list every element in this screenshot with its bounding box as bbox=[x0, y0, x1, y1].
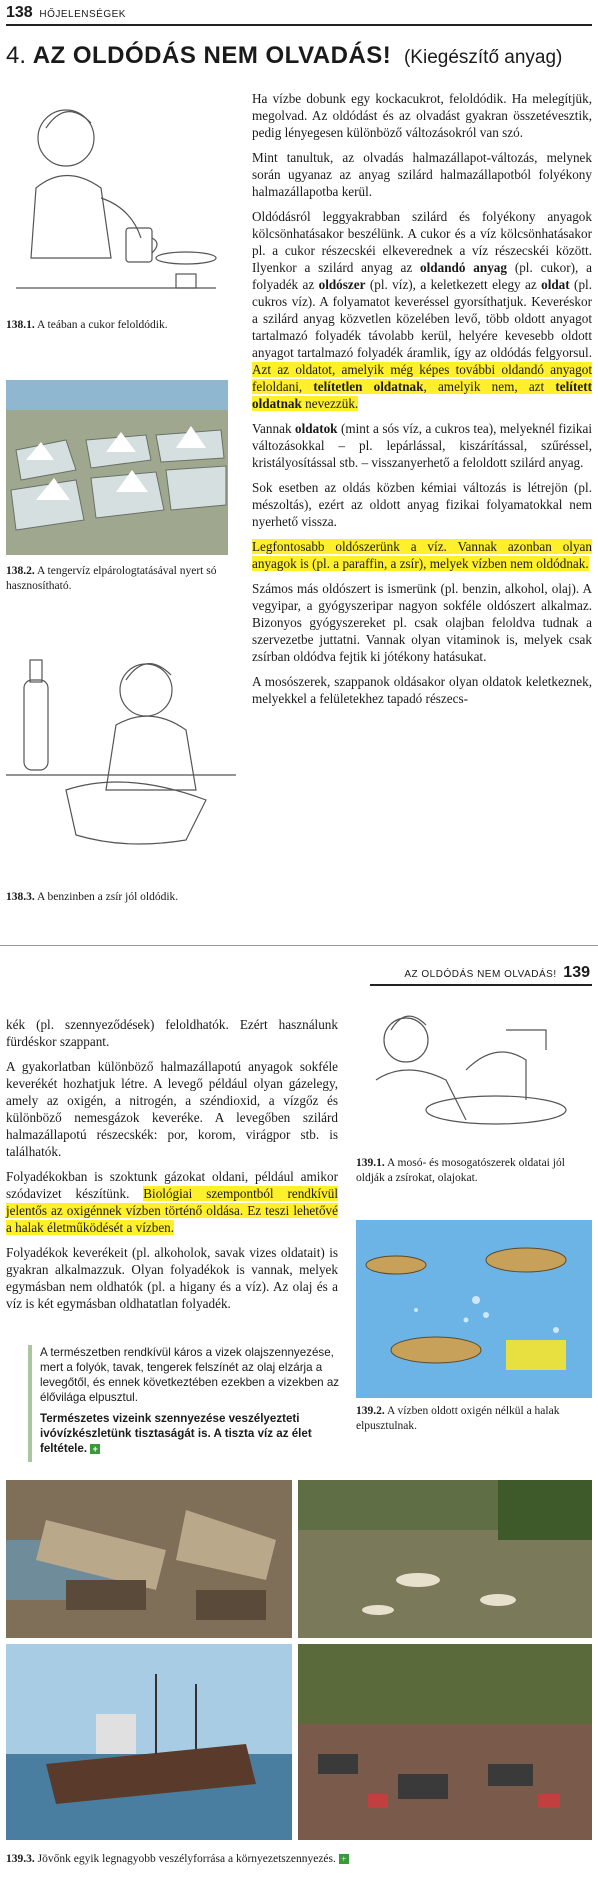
caption-139-2: 139.2. A vízben oldott oxigén nélkül a halak elpusztulnak. bbox=[356, 1405, 560, 1432]
caption-138-2: 138.2. A tengervíz elpárologtatásával nyert só hasznosítható. bbox=[6, 565, 217, 592]
paragraph: Sok esetben az oldás közben kémiai változás is létrejön (pl. mészoltás), ezért az oldott anyag fizikai folyamatokkal nem nyerhető vissza. bbox=[252, 480, 592, 529]
paragraph: Folyadékokban is szoktunk gázokat oldani, például amikor szódavizet készítünk. Biológiai szempontból rendkívül jelentős az oxigénnek vízben történő oldása. Ez teszi lehetővé a halak életműködését a vízben. bbox=[6, 1169, 338, 1235]
figure-boy-tea bbox=[6, 88, 226, 308]
paragraph bbox=[252, 538, 592, 572]
caption-139-1: 139.1. A mosó- és mosogatószerek oldatai jól oldják a zsírokat, olajokat. bbox=[356, 1157, 565, 1184]
running-header bbox=[404, 964, 590, 982]
text-column-139 bbox=[6, 1016, 338, 1320]
paragraph: Vannak oldatok (mint a sós víz, a cukros tea), melyeknél fizikai változásokkal – pl. lepárlással, kiszárítással, szűréssel, kristályosítással stb. – visszanyerhető a feloldott szilárd anyag. bbox=[252, 421, 592, 470]
photo-sinking-ship bbox=[6, 1644, 292, 1840]
title-number: 4. bbox=[6, 42, 27, 69]
photo-dead-fish bbox=[298, 1480, 592, 1638]
woman-washing-illustration bbox=[6, 640, 236, 880]
chapter-title bbox=[6, 42, 562, 70]
green-plus-icon: + bbox=[339, 1854, 349, 1864]
page-139 bbox=[0, 960, 598, 1891]
highlight: Azt az oldatot, amelyik még képes további oldandó anyagot feloldani, telítetlen oldatnak, amelyik nem, azt telített oldatnak nevezzük. bbox=[252, 362, 592, 411]
figure-fish-water bbox=[356, 1220, 592, 1398]
paragraph: A mosószerek, szappanok oldásakor olyan oldatok keletkeznek, melyekkel a felületekhez tapadó részecs- bbox=[252, 674, 592, 706]
caption-139-3: 139.3. Jövőnk egyik legnagyobb veszélyforrása a környezetszennyezés. + bbox=[6, 1852, 592, 1867]
figure-salt-pans bbox=[6, 380, 228, 555]
photo-shipwreck-debris bbox=[6, 1480, 292, 1638]
environment-note: A természetben rendkívül káros a vizek olajszennyezése, mert a folyók, tavak, tengerek felszínét az olaj elzárja a levegőtől, és ennek következtében ezekben a vizekben az élővilága elpusztul. Természetes vizeink szennyezése veszélyezteti ivóvízkészletünk tisztaságát is. A tiszta víz az élet feltétele. + bbox=[28, 1345, 340, 1462]
highlight: Legfontosabb oldószerünk a víz. Vannak azonban olyan anyagok is (pl. a paraffin, a zsír), melyek vízben nem oldódnak. bbox=[252, 539, 592, 571]
text-column-138 bbox=[252, 90, 592, 715]
caption-138-1: 138.1. A teában a cukor feloldódik. bbox=[6, 319, 168, 331]
page-number: 139 bbox=[563, 964, 590, 981]
debris-photo bbox=[6, 1480, 292, 1638]
boy-tea-illustration bbox=[6, 88, 226, 308]
sinking-ship-photo bbox=[6, 1644, 292, 1840]
paragraph: kék (pl. szennyeződések) feloldhatók. Ezért használunk fürdéskor szappant. bbox=[6, 1017, 338, 1049]
title-main: AZ OLDÓDÁS NEM OLVADÁS! bbox=[32, 42, 392, 69]
dead-fish-photo bbox=[298, 1480, 592, 1638]
garbage-dump-photo bbox=[298, 1644, 592, 1840]
figure-woman-washing bbox=[6, 640, 236, 880]
fish-photo bbox=[356, 1220, 592, 1398]
paragraph: Számos más oldószert is ismerünk (pl. benzin, alkohol, olaj). A vegyipar, a gyógyszeripar nagyon sokféle oldószert alkalmaz. Bizonyos gyógyszereket pl. csak olajban feloldva tudnak a szervezetbe juttatni. Vannak olyan vitaminok is, melyek csak zsírban oldódva fejtik ki jótékony hatásukat. bbox=[252, 581, 592, 664]
page-divider bbox=[0, 945, 598, 961]
paragraph: Mint tanultuk, az olvadás halmazállapot-változás, melynek során ugyanaz az anyag szilárd halmazállapotból folyékony halmazállapotba kerül. bbox=[252, 150, 592, 199]
title-sub: (Kiegészítő anyag) bbox=[403, 47, 563, 68]
figure-washing-dishes bbox=[356, 1000, 592, 1150]
washing-dishes-illustration bbox=[356, 1000, 592, 1150]
paragraph: Oldódásról leggyakrabban szilárd és folyékony anyagok kölcsönhatásakor beszélünk. A cukor és a víz kölcsönhatásakor pl. a cukor részecskéi elkeverednek a víz részecskéi között. Ilyenkor a szilárd anyag az oldandó anyag (pl. cukor), a folyadék az oldószer (pl. víz), a keletkezett elegy az oldat (pl. cukros víz). A folyamatot keveréssel gyorsíthatjuk. Keveréskor a szilárd anyag közvetlen közelében levő, több oldott anyagot tartalmazó folyadék távolabb kerül, helyére kevesebb oldott anyagot tartalmazó folyadék áramlik, így az oldódás felgyorsul. Azt az oldatot, amelyik még képes további oldandó anyagot feloldani, telítetlen oldatnak, amelyik nem, azt telített oldatnak nevezzük. bbox=[252, 209, 592, 411]
running-header bbox=[6, 4, 126, 22]
header-rule bbox=[370, 984, 592, 986]
section-name: HŐJELENSÉGEK bbox=[39, 9, 126, 20]
page-138 bbox=[0, 0, 598, 945]
paragraph: Folyadékok keverékeit (pl. alkoholok, savak vizes oldatait) is gyakran alkalmazzuk. Olyan folyadékok is vannak, melyek egymásban nem oldhatók (pl. a higany és a víz). Az olaj és a víz is két egymásban oldhatatlan folyadék. bbox=[6, 1245, 338, 1311]
green-plus-icon: + bbox=[90, 1444, 100, 1454]
caption-138-3: 138.3. A benzinben a zsír jól oldódik. bbox=[6, 891, 179, 903]
salt-pans-photo bbox=[6, 380, 228, 555]
paragraph: A gyakorlatban különböző halmazállapotú anyagok sokféle keverékét hozhatjuk létre. A levegő például olyan gázelegy, amely az oxigén, a nitrogén, a széndioxid, a vízgőz és különböző nemesgázok keveréke. A levegőben szilárd halmazállapotú részecskék: por, korom, virágpor stb. is találhatók. bbox=[6, 1059, 338, 1159]
section-name: AZ OLDÓDÁS NEM OLVADÁS! bbox=[404, 969, 557, 980]
highlight: Biológiai szempontból rendkívül jelentős az oxigénnek vízben történő oldása. Ez teszi lehetővé a halak életműködését a vízben. bbox=[6, 1186, 338, 1235]
page-number: 138 bbox=[6, 4, 33, 21]
header-rule bbox=[6, 24, 592, 26]
photo-garbage-dump bbox=[298, 1644, 592, 1840]
paragraph: Ha vízbe dobunk egy kockacukrot, feloldódik. Ha melegítjük, megolvad. Az oldódást és az olvadást gyakran összetévesztik, pedig lényegesen különböző változásokról van szó. bbox=[252, 91, 592, 140]
